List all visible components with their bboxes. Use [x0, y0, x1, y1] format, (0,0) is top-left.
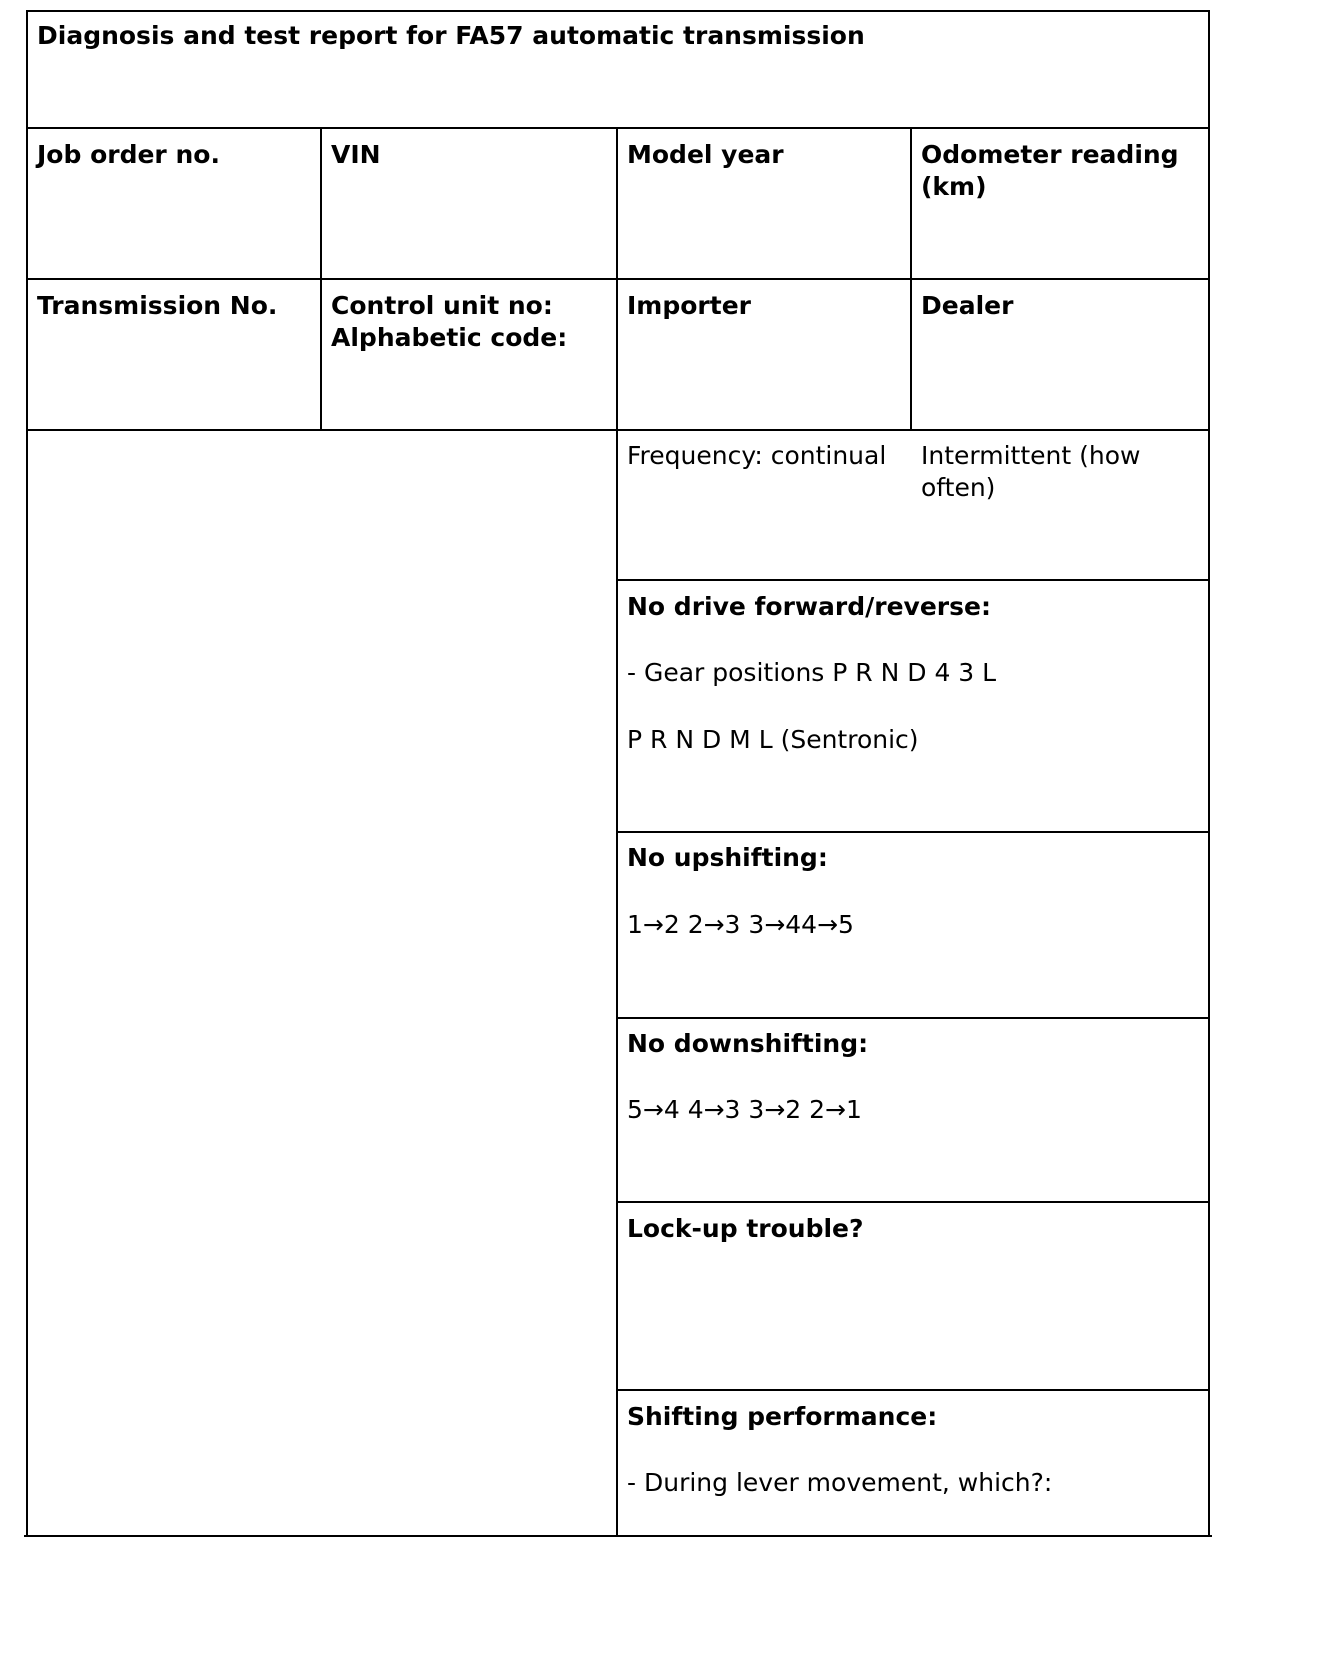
dealer-label: Dealer [921, 291, 1014, 320]
importer-label: Importer [627, 291, 751, 320]
no-drive-heading: No drive forward/reverse: [627, 592, 991, 621]
lever-movement-text: - During lever movement, which?: [627, 1468, 1053, 1497]
report-form [26, 10, 1210, 1536]
row2-divider [26, 429, 1210, 431]
frequency-intermittent-label: Intermittent (how often) [921, 441, 1141, 502]
form-bottom-border [24, 1535, 1212, 1537]
col3-divider [910, 127, 912, 431]
downshift-divider [616, 1201, 1210, 1203]
no-downshifting-heading: No downshifting: [627, 1029, 869, 1058]
row1-divider [26, 278, 1210, 280]
report-title: Diagnosis and test report for FA57 automatic transmission [37, 21, 865, 50]
transmission-no-label: Transmission No. [37, 291, 278, 320]
shifting-performance-heading: Shifting performance: [627, 1402, 938, 1431]
downshift-values-text: 5→4 4→3 3→2 2→1 [627, 1095, 862, 1124]
control-unit-label: Control unit no: Alphabetic code: [331, 291, 568, 352]
no-upshifting-heading: No upshifting: [627, 843, 828, 872]
upshift-divider [616, 1017, 1210, 1019]
no-drive-divider [616, 831, 1210, 833]
frequency-continual-label: Frequency: continual [627, 441, 887, 470]
frequency-divider [616, 579, 1210, 581]
job-order-label: Job order no. [37, 140, 220, 169]
center-divider [616, 127, 618, 1536]
vin-label: VIN [331, 140, 381, 169]
gear-positions-text: - Gear positions P R N D 4 3 L [627, 658, 997, 687]
lockup-heading: Lock-up trouble? [627, 1214, 864, 1243]
odometer-label: Odometer reading (km) [921, 140, 1179, 201]
model-year-label: Model year [627, 140, 784, 169]
lockup-divider [616, 1389, 1210, 1391]
upshift-values-text: 1→2 2→3 3→44→5 [627, 910, 854, 939]
title-row-divider [26, 127, 1210, 129]
sentronic-positions-text: P R N D M L (Sentronic) [627, 725, 919, 754]
col1-divider [320, 127, 322, 431]
